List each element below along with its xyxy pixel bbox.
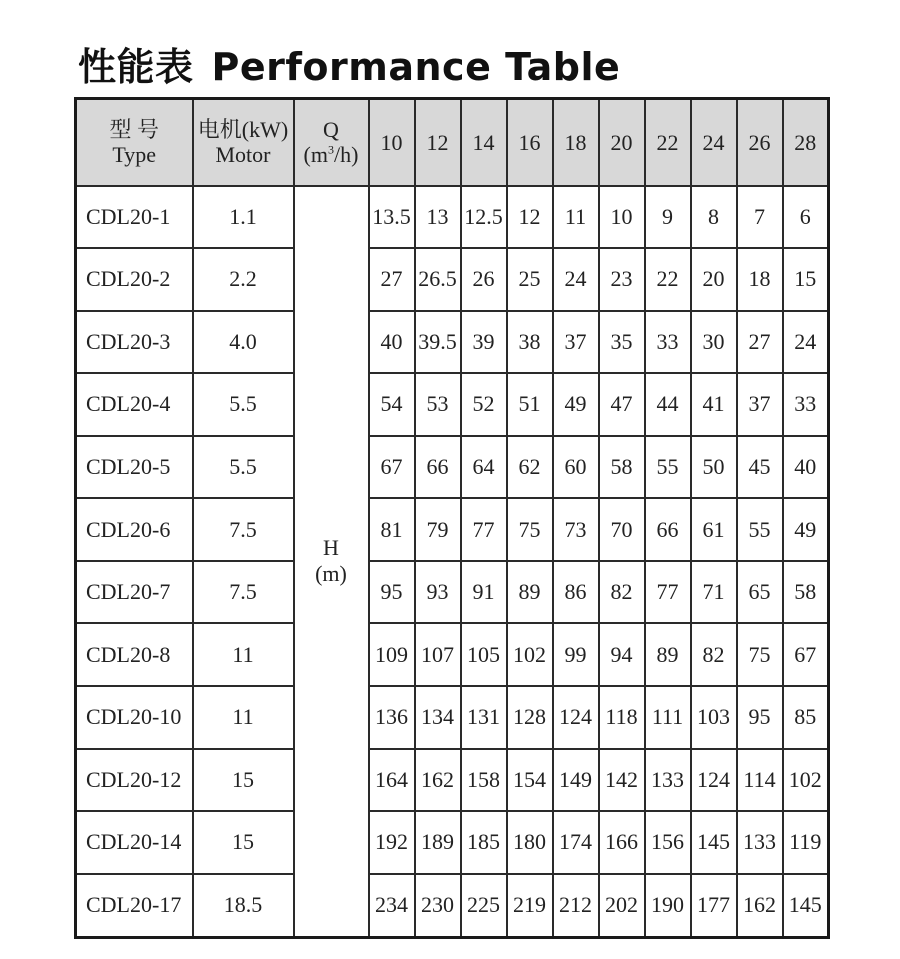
- head-value-cell: 33: [783, 373, 829, 436]
- head-value-cell: 18: [737, 248, 783, 311]
- head-value-cell: 145: [691, 811, 737, 874]
- head-value-cell: 134: [415, 686, 461, 749]
- head-value-cell: 7: [737, 186, 783, 249]
- head-value-cell: 24: [553, 248, 599, 311]
- head-value-cell: 55: [737, 498, 783, 561]
- head-value-cell: 61: [691, 498, 737, 561]
- type-cell: CDL20-8: [76, 623, 193, 686]
- head-value-cell: 94: [599, 623, 645, 686]
- head-value-cell: 15: [783, 248, 829, 311]
- head-value-cell: 73: [553, 498, 599, 561]
- head-value-cell: 149: [553, 749, 599, 812]
- type-cell: CDL20-7: [76, 561, 193, 624]
- head-value-cell: 102: [783, 749, 829, 812]
- head-value-cell: 50: [691, 436, 737, 499]
- head-value-cell: 145: [783, 874, 829, 938]
- head-value-cell: 64: [461, 436, 507, 499]
- head-value-cell: 40: [783, 436, 829, 499]
- header-flow-cell: 28: [783, 99, 829, 186]
- head-value-cell: 174: [553, 811, 599, 874]
- motor-cell: 1.1: [193, 186, 294, 249]
- head-value-cell: 79: [415, 498, 461, 561]
- type-cell: CDL20-17: [76, 874, 193, 938]
- motor-cell: 4.0: [193, 311, 294, 374]
- head-value-cell: 166: [599, 811, 645, 874]
- head-value-cell: 190: [645, 874, 691, 938]
- page-title: [78, 36, 620, 91]
- head-value-cell: 111: [645, 686, 691, 749]
- head-value-cell: 53: [415, 373, 461, 436]
- head-value-cell: 82: [599, 561, 645, 624]
- head-value-cell: 13: [415, 186, 461, 249]
- head-value-cell: 133: [737, 811, 783, 874]
- header-type-zh: 型 号: [109, 116, 159, 142]
- head-value-cell: 212: [553, 874, 599, 938]
- type-cell: CDL20-14: [76, 811, 193, 874]
- head-value-cell: 65: [737, 561, 783, 624]
- table-row: [76, 623, 829, 686]
- head-value-cell: 52: [461, 373, 507, 436]
- head-value-cell: 11: [553, 186, 599, 249]
- head-value-cell: 133: [645, 749, 691, 812]
- table-row: [76, 436, 829, 499]
- head-value-cell: 24: [783, 311, 829, 374]
- head-value-cell: 162: [415, 749, 461, 812]
- head-value-cell: 12.5: [461, 186, 507, 249]
- type-cell: CDL20-3: [76, 311, 193, 374]
- head-value-cell: 77: [645, 561, 691, 624]
- title-zh: 性能表: [78, 45, 194, 89]
- head-value-cell: 185: [461, 811, 507, 874]
- table-row: [76, 186, 829, 249]
- header-type: [76, 99, 193, 186]
- header-flow-cell: 14: [461, 99, 507, 186]
- head-label-cell: [294, 186, 369, 938]
- head-value-cell: 114: [737, 749, 783, 812]
- head-value-cell: 109: [369, 623, 415, 686]
- type-cell: CDL20-12: [76, 749, 193, 812]
- head-value-cell: 45: [737, 436, 783, 499]
- head-value-cell: 67: [783, 623, 829, 686]
- header-flow-cell: 18: [553, 99, 599, 186]
- motor-cell: 18.5: [193, 874, 294, 938]
- head-value-cell: 10: [599, 186, 645, 249]
- header-q-label: Q: [323, 116, 339, 142]
- head-value-cell: 230: [415, 874, 461, 938]
- head-value-cell: 99: [553, 623, 599, 686]
- performance-table: [74, 97, 830, 939]
- head-value-cell: 85: [783, 686, 829, 749]
- header-motor-en: Motor: [215, 142, 271, 168]
- head-value-cell: 9: [645, 186, 691, 249]
- table-row: [76, 686, 829, 749]
- head-value-cell: 25: [507, 248, 553, 311]
- motor-cell: 7.5: [193, 561, 294, 624]
- head-value-cell: 67: [369, 436, 415, 499]
- head-value-cell: 219: [507, 874, 553, 938]
- type-cell: CDL20-10: [76, 686, 193, 749]
- head-value-cell: 75: [507, 498, 553, 561]
- head-value-cell: 51: [507, 373, 553, 436]
- motor-cell: 15: [193, 749, 294, 812]
- head-value-cell: 91: [461, 561, 507, 624]
- head-value-cell: 77: [461, 498, 507, 561]
- header-flow-cell: 24: [691, 99, 737, 186]
- motor-cell: 15: [193, 811, 294, 874]
- header-motor: [193, 99, 294, 186]
- type-cell: CDL20-1: [76, 186, 193, 249]
- header-q: [294, 99, 369, 186]
- head-value-cell: 225: [461, 874, 507, 938]
- head-value-cell: 41: [691, 373, 737, 436]
- head-value-cell: 128: [507, 686, 553, 749]
- head-value-cell: 66: [415, 436, 461, 499]
- head-value-cell: 89: [645, 623, 691, 686]
- table-row: [76, 561, 829, 624]
- header-flow-cell: 12: [415, 99, 461, 186]
- head-value-cell: 8: [691, 186, 737, 249]
- header-type-en: Type: [112, 142, 157, 168]
- table-row: [76, 749, 829, 812]
- head-label: H: [323, 535, 339, 561]
- type-cell: CDL20-6: [76, 498, 193, 561]
- head-value-cell: 119: [783, 811, 829, 874]
- head-value-cell: 27: [737, 311, 783, 374]
- header-motor-zh: 电机(kW): [197, 116, 289, 142]
- type-cell: CDL20-5: [76, 436, 193, 499]
- head-value-cell: 20: [691, 248, 737, 311]
- head-value-cell: 39.5: [415, 311, 461, 374]
- head-value-cell: 102: [507, 623, 553, 686]
- table-row: [76, 311, 829, 374]
- head-value-cell: 142: [599, 749, 645, 812]
- head-value-cell: 95: [369, 561, 415, 624]
- type-cell: CDL20-2: [76, 248, 193, 311]
- head-value-cell: 164: [369, 749, 415, 812]
- head-value-cell: 136: [369, 686, 415, 749]
- head-value-cell: 66: [645, 498, 691, 561]
- head-value-cell: 47: [599, 373, 645, 436]
- head-value-cell: 33: [645, 311, 691, 374]
- head-value-cell: 40: [369, 311, 415, 374]
- title-en: Performance Table: [211, 45, 621, 89]
- header-flow-cell: 22: [645, 99, 691, 186]
- table-row: [76, 811, 829, 874]
- head-value-cell: 62: [507, 436, 553, 499]
- head-value-cell: 44: [645, 373, 691, 436]
- head-value-cell: 75: [737, 623, 783, 686]
- head-value-cell: 37: [737, 373, 783, 436]
- head-unit: (m): [315, 561, 347, 587]
- head-value-cell: 71: [691, 561, 737, 624]
- head-value-cell: 55: [645, 436, 691, 499]
- head-value-cell: 86: [553, 561, 599, 624]
- head-value-cell: 131: [461, 686, 507, 749]
- motor-cell: 11: [193, 686, 294, 749]
- head-value-cell: 70: [599, 498, 645, 561]
- head-value-cell: 95: [737, 686, 783, 749]
- head-value-cell: 156: [645, 811, 691, 874]
- head-value-cell: 192: [369, 811, 415, 874]
- motor-cell: 2.2: [193, 248, 294, 311]
- header-flow-cell: 16: [507, 99, 553, 186]
- head-value-cell: 105: [461, 623, 507, 686]
- head-value-cell: 158: [461, 749, 507, 812]
- head-value-cell: 58: [783, 561, 829, 624]
- head-value-cell: 30: [691, 311, 737, 374]
- motor-cell: 11: [193, 623, 294, 686]
- head-value-cell: 12: [507, 186, 553, 249]
- head-value-cell: 93: [415, 561, 461, 624]
- head-value-cell: 35: [599, 311, 645, 374]
- head-value-cell: 177: [691, 874, 737, 938]
- head-value-cell: 13.5: [369, 186, 415, 249]
- head-value-cell: 107: [415, 623, 461, 686]
- table-row: [76, 498, 829, 561]
- head-value-cell: 81: [369, 498, 415, 561]
- head-value-cell: 26.5: [415, 248, 461, 311]
- head-value-cell: 37: [553, 311, 599, 374]
- type-cell: CDL20-4: [76, 373, 193, 436]
- header-flow-cell: 10: [369, 99, 415, 186]
- head-value-cell: 6: [783, 186, 829, 249]
- head-value-cell: 118: [599, 686, 645, 749]
- head-value-cell: 180: [507, 811, 553, 874]
- header-flow-cell: 20: [599, 99, 645, 186]
- head-value-cell: 89: [507, 561, 553, 624]
- head-value-cell: 49: [553, 373, 599, 436]
- head-value-cell: 189: [415, 811, 461, 874]
- head-value-cell: 38: [507, 311, 553, 374]
- motor-cell: 7.5: [193, 498, 294, 561]
- head-value-cell: 22: [645, 248, 691, 311]
- head-value-cell: 54: [369, 373, 415, 436]
- head-value-cell: 39: [461, 311, 507, 374]
- head-value-cell: 124: [553, 686, 599, 749]
- head-value-cell: 234: [369, 874, 415, 938]
- head-value-cell: 58: [599, 436, 645, 499]
- motor-cell: 5.5: [193, 436, 294, 499]
- head-value-cell: 82: [691, 623, 737, 686]
- head-value-cell: 26: [461, 248, 507, 311]
- head-value-cell: 124: [691, 749, 737, 812]
- table-row: [76, 248, 829, 311]
- table-header-row: [76, 99, 829, 186]
- head-value-cell: 60: [553, 436, 599, 499]
- motor-cell: 5.5: [193, 373, 294, 436]
- head-value-cell: 49: [783, 498, 829, 561]
- table-row: [76, 874, 829, 938]
- head-value-cell: 202: [599, 874, 645, 938]
- head-value-cell: 154: [507, 749, 553, 812]
- head-value-cell: 162: [737, 874, 783, 938]
- header-flow-cell: 26: [737, 99, 783, 186]
- head-value-cell: 23: [599, 248, 645, 311]
- header-q-unit: $(m^3/h)$: [303, 142, 359, 168]
- table-row: [76, 373, 829, 436]
- head-value-cell: 103: [691, 686, 737, 749]
- head-value-cell: 27: [369, 248, 415, 311]
